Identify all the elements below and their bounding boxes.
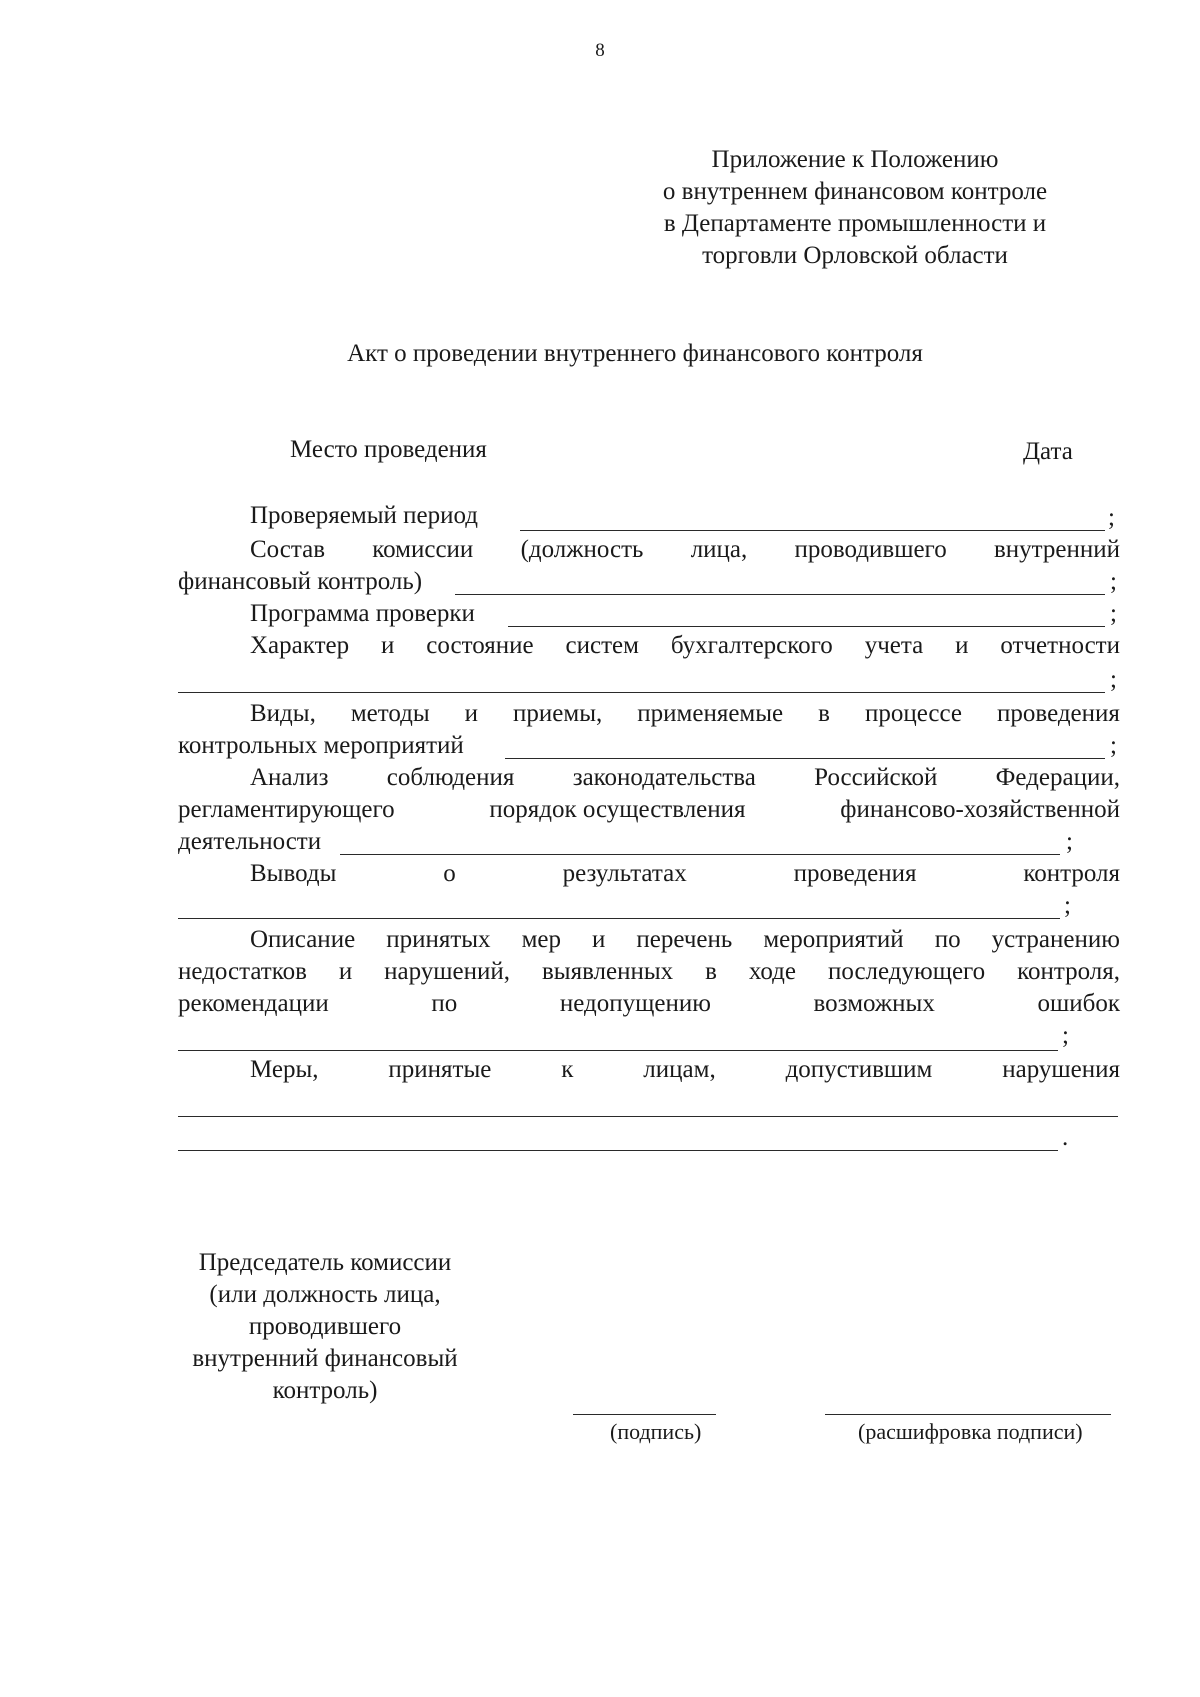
word: рекомендации [178, 990, 329, 1017]
word: результатах [562, 860, 687, 887]
description-line-3 [178, 988, 1120, 1020]
semicolon: ; [1110, 600, 1117, 627]
word: методы [350, 700, 430, 727]
word: состояние [426, 632, 534, 659]
word: по [431, 990, 458, 1017]
word: лицам, [643, 1056, 716, 1083]
word: и [338, 958, 353, 985]
word: приемы, [513, 700, 603, 727]
word: и [592, 926, 606, 953]
measures-fill-line [178, 1116, 1118, 1117]
commission-fill-line [455, 594, 1105, 595]
word: мер [521, 926, 561, 953]
semicolon: ; [1110, 568, 1117, 595]
word: Состав [250, 536, 326, 563]
semicolon: ; [1064, 892, 1071, 919]
semicolon: ; [1066, 828, 1073, 855]
chairman-line: внутренний финансовый [192, 1345, 458, 1372]
word: ходе [748, 958, 797, 985]
chairman-line: (или должность лица, [209, 1281, 441, 1308]
word: Меры, [250, 1056, 319, 1083]
word: внутренний [993, 536, 1120, 563]
word: ошибок [1037, 990, 1120, 1017]
description-line-2 [178, 956, 1120, 988]
word: выявленных [541, 958, 674, 985]
word: Анализ [250, 764, 329, 791]
analysis-line [250, 762, 1120, 794]
program-fill-line [508, 626, 1105, 627]
word: по [934, 926, 961, 953]
word: мероприятий [763, 926, 904, 953]
word: отчетности [1000, 632, 1120, 659]
place-label: Место проведения [290, 436, 487, 463]
period-fill-line [520, 530, 1105, 531]
word: к [561, 1056, 574, 1083]
semicolon: ; [1110, 666, 1117, 693]
semicolon: ; [1110, 732, 1117, 759]
period-mark: . [1062, 1124, 1069, 1151]
word: учета [864, 632, 924, 659]
word: недостатков [178, 958, 307, 985]
word: Описание [250, 926, 356, 953]
chairman-line: проводившего [248, 1313, 402, 1340]
word: возможных [813, 990, 935, 1017]
word: (должность [520, 536, 644, 563]
word: лица, [690, 536, 748, 563]
word: комиссии [372, 536, 474, 563]
word: Характер [250, 632, 350, 659]
appendix-header [640, 144, 1070, 272]
word: допустившим [785, 1056, 933, 1083]
word: процессе [864, 700, 963, 727]
signature-line [573, 1414, 716, 1415]
description-line [250, 924, 1120, 956]
character-fill-line [178, 692, 1105, 693]
word: и [381, 632, 395, 659]
date-label: Дата [1023, 438, 1073, 465]
commission-cont: финансовый контроль) [178, 568, 423, 595]
word: принятых [386, 926, 491, 953]
methods-cont: контрольных мероприятий [178, 732, 464, 759]
word: контроля [1023, 860, 1120, 887]
analysis-cont: деятельности [178, 828, 322, 855]
conclusions-fill-line [178, 918, 1060, 919]
word: нарушения [1002, 1056, 1120, 1083]
word: Выводы [250, 860, 337, 887]
chairman-line: контроль) [272, 1377, 378, 1404]
semicolon: ; [1062, 1022, 1069, 1049]
page-number: 8 [595, 40, 605, 61]
appendix-line: о внутреннем финансовом контроле [662, 178, 1048, 205]
appendix-line: Приложение к Положению [711, 146, 999, 173]
character-line [250, 630, 1120, 662]
word: систем [565, 632, 639, 659]
word: порядок осуществления [489, 796, 746, 823]
commission-line [250, 534, 1120, 566]
decoding-line [825, 1414, 1111, 1415]
methods-line [250, 698, 1120, 730]
chairman-line: Председатель комиссии [198, 1249, 452, 1276]
word: соблюдения [386, 764, 515, 791]
word: законодательства [572, 764, 756, 791]
chairman-block [170, 1247, 480, 1407]
analysis-fill-line [340, 854, 1060, 855]
word: проводившего [794, 536, 947, 563]
word: регламентирующего [178, 796, 395, 823]
word: контроля, [1017, 958, 1120, 985]
word: бухгалтерского [670, 632, 833, 659]
semicolon: ; [1108, 504, 1115, 531]
analysis-line-2 [178, 794, 1120, 826]
word: в [705, 958, 717, 985]
decoding-caption: (расшифровка подписи) [858, 1419, 1083, 1444]
word: нарушений, [384, 958, 511, 985]
word: Российской [814, 764, 938, 791]
word: принятые [388, 1056, 492, 1083]
word: перечень [636, 926, 733, 953]
measures-line [250, 1054, 1120, 1086]
word: о [443, 860, 456, 887]
word: и [955, 632, 969, 659]
word: и [464, 700, 479, 727]
word: недопущению [559, 990, 711, 1017]
word: Федерации, [995, 764, 1120, 791]
word: устранению [991, 926, 1120, 953]
word: применяемые [637, 700, 784, 727]
appendix-line: в Департаменте промышленности и [663, 210, 1047, 237]
word: проведения [793, 860, 917, 887]
word: Виды, [250, 700, 316, 727]
description-fill-line [178, 1050, 1058, 1051]
word: последующего [827, 958, 986, 985]
conclusions-line [250, 858, 1120, 890]
period-label: Проверяемый период [250, 502, 479, 529]
measures-fill-line-2 [178, 1150, 1058, 1151]
methods-fill-line [505, 758, 1105, 759]
document-title: Акт о проведении внутреннего финансового контроля [347, 340, 923, 367]
word: финансово-хозяйственной [840, 796, 1120, 823]
word: в [818, 700, 830, 727]
word: проведения [997, 700, 1120, 727]
signature-caption: (подпись) [610, 1419, 702, 1444]
program-label: Программа проверки [250, 600, 475, 627]
appendix-line: торговли Орловской области [702, 242, 1008, 269]
